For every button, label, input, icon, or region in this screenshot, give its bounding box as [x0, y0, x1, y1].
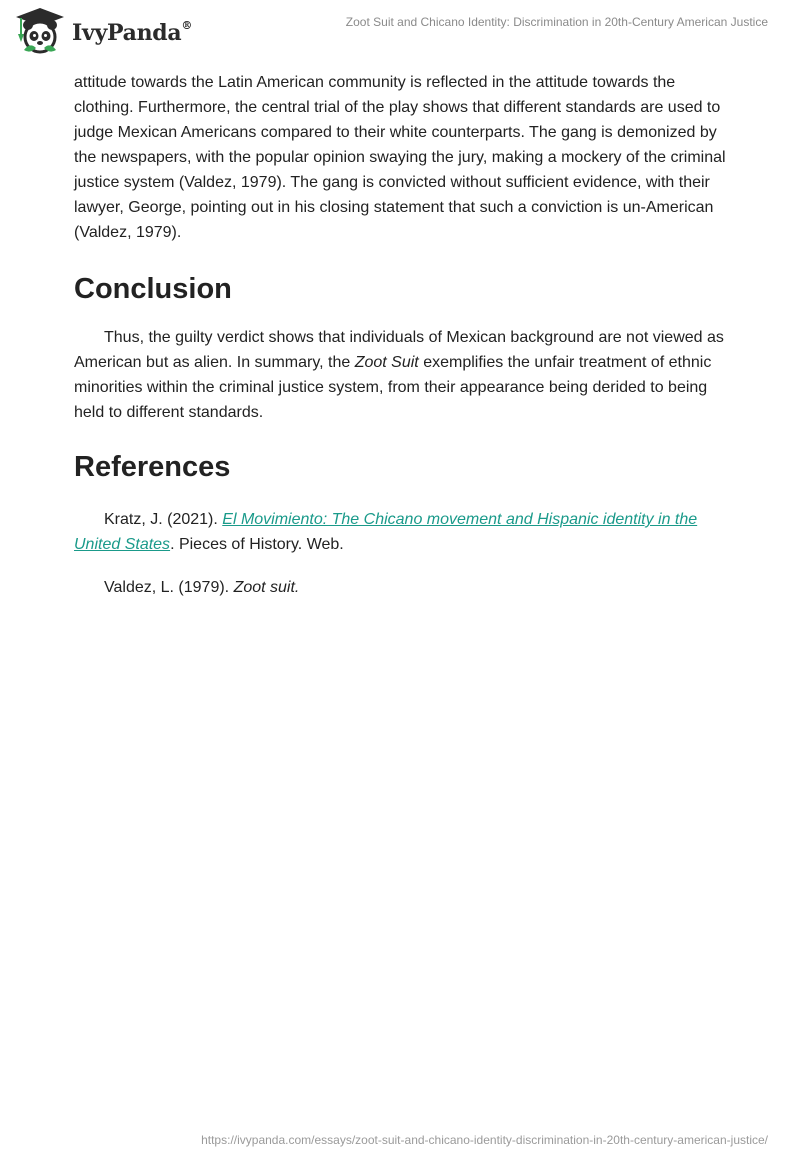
references-heading: References: [74, 451, 231, 483]
essay-content: [74, 70, 734, 618]
panda-graduate-icon: [14, 6, 66, 56]
document-title: Zoot Suit and Chicano Identity: Discrimination in 20th-Century American Justice: [345, 15, 768, 29]
conclusion-paragraph: Thus, the guilty verdict shows that individuals of Mexican background are not viewed as American but as alien. In summary, the Zoot Suit exemplifies the unfair treatment of ethnic minorities within the criminal justice system, from their appearance being derided to being held to different standards.: [74, 329, 724, 421]
play-title-italic: Zoot Suit: [354, 354, 419, 371]
logo-wordmark: IvyPanda®: [72, 18, 193, 46]
footer-url: https://ivypanda.com/essays/zoot-suit-and-chicano-identity-discrimination-in-20th-century-american-justice/: [201, 1133, 768, 1147]
reference-item-valdez: Valdez, L. (1979). Zoot suit.: [104, 579, 300, 596]
ivypanda-logo[interactable]: [14, 6, 192, 56]
body-paragraph: attitude towards the Latin American community is reflected in the attitude towards the clothing. Furthermore, the central trial of the play shows that different standards are used to judge Mexican Americans compared to their white counterparts. The gang is demonized by the newspapers, with the popular opinion swaying the jury, making a mockery of the criminal justice system (Valdez, 1979). The gang is convicted without sufficient evidence, with their lawyer, George, pointing out in his closing statement that such a conviction is un-American (Valdez, 1979).: [74, 74, 726, 241]
conclusion-heading: Conclusion: [74, 273, 232, 305]
reference-title-italic: Zoot suit.: [233, 579, 300, 596]
reference-link-kratz[interactable]: El Movimiento: The Chicano movement and Hispanic identity in the United States: [74, 511, 698, 553]
reference-item-kratz: Kratz, J. (2021). El Movimiento: The Chicano movement and Hispanic identity in the United States. Pieces of History. Web.: [74, 511, 698, 553]
page-header: [0, 0, 800, 64]
